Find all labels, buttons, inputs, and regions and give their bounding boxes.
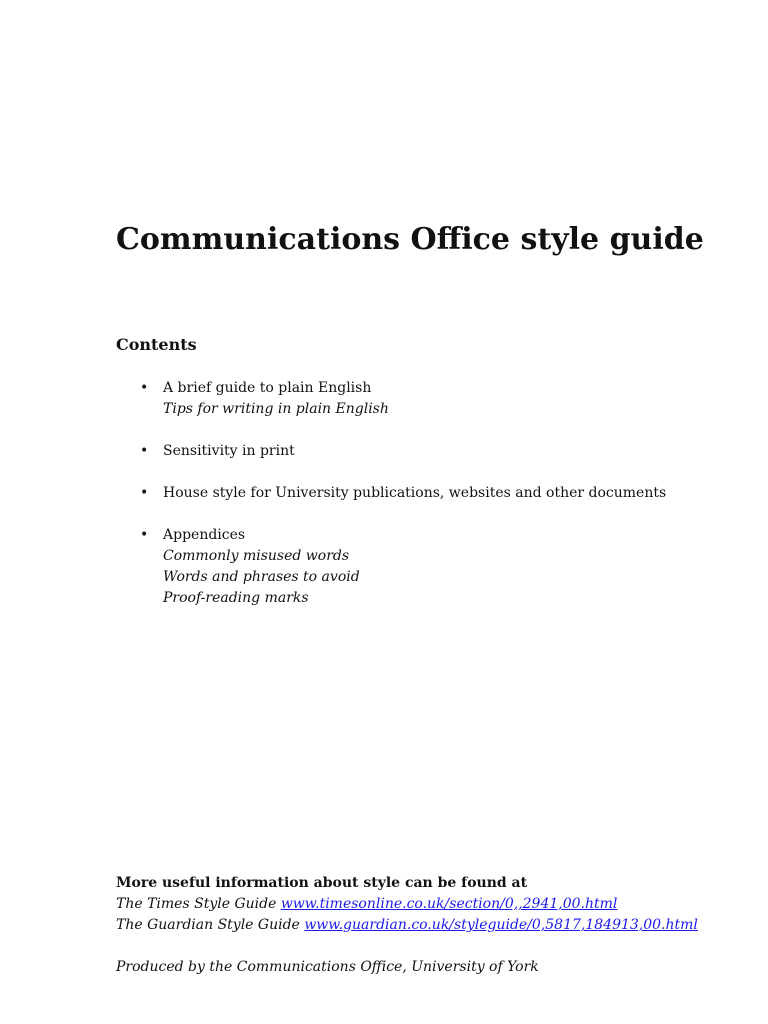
reference-line — [116, 915, 736, 936]
reference-name: The Guardian Style Guide — [116, 917, 300, 933]
reference-line — [116, 894, 736, 915]
contents-list — [116, 378, 736, 630]
contents-item — [116, 483, 736, 504]
contents-item — [116, 525, 736, 609]
contents-item — [116, 378, 736, 420]
contents-item-label: House style for University publications, websites and other documents — [163, 485, 667, 501]
contents-subitem: Tips for writing in plain English — [163, 401, 389, 417]
guardian-style-guide-link[interactable]: www.guardian.co.uk/styleguide/0,5817,184913,00.html — [304, 917, 698, 933]
contents-item-label: Appendices — [163, 527, 246, 543]
bullet-icon: • — [140, 380, 149, 396]
times-style-guide-link[interactable]: www.timesonline.co.uk/section/0,,2941,00.html — [280, 896, 618, 912]
contents-subitem: Proof-reading marks — [163, 590, 309, 606]
contents-item — [116, 441, 736, 462]
footer-heading: More useful information about style can be found at — [116, 875, 528, 891]
contents-item-label: Sensitivity in print — [163, 443, 295, 459]
contents-subitem: Words and phrases to avoid — [163, 569, 360, 585]
bullet-icon: • — [140, 443, 149, 459]
contents-subitem: Commonly misused words — [163, 548, 350, 564]
document-title: Communications Office style guide — [116, 222, 704, 257]
contents-heading: Contents — [116, 335, 197, 354]
reference-name: The Times Style Guide — [116, 896, 277, 912]
contents-item-label: A brief guide to plain English — [163, 380, 372, 396]
bullet-icon: • — [140, 527, 149, 543]
credit-line: Produced by the Communications Office, University of York — [116, 959, 539, 975]
footer-section — [116, 873, 736, 978]
bullet-icon: • — [140, 485, 149, 501]
